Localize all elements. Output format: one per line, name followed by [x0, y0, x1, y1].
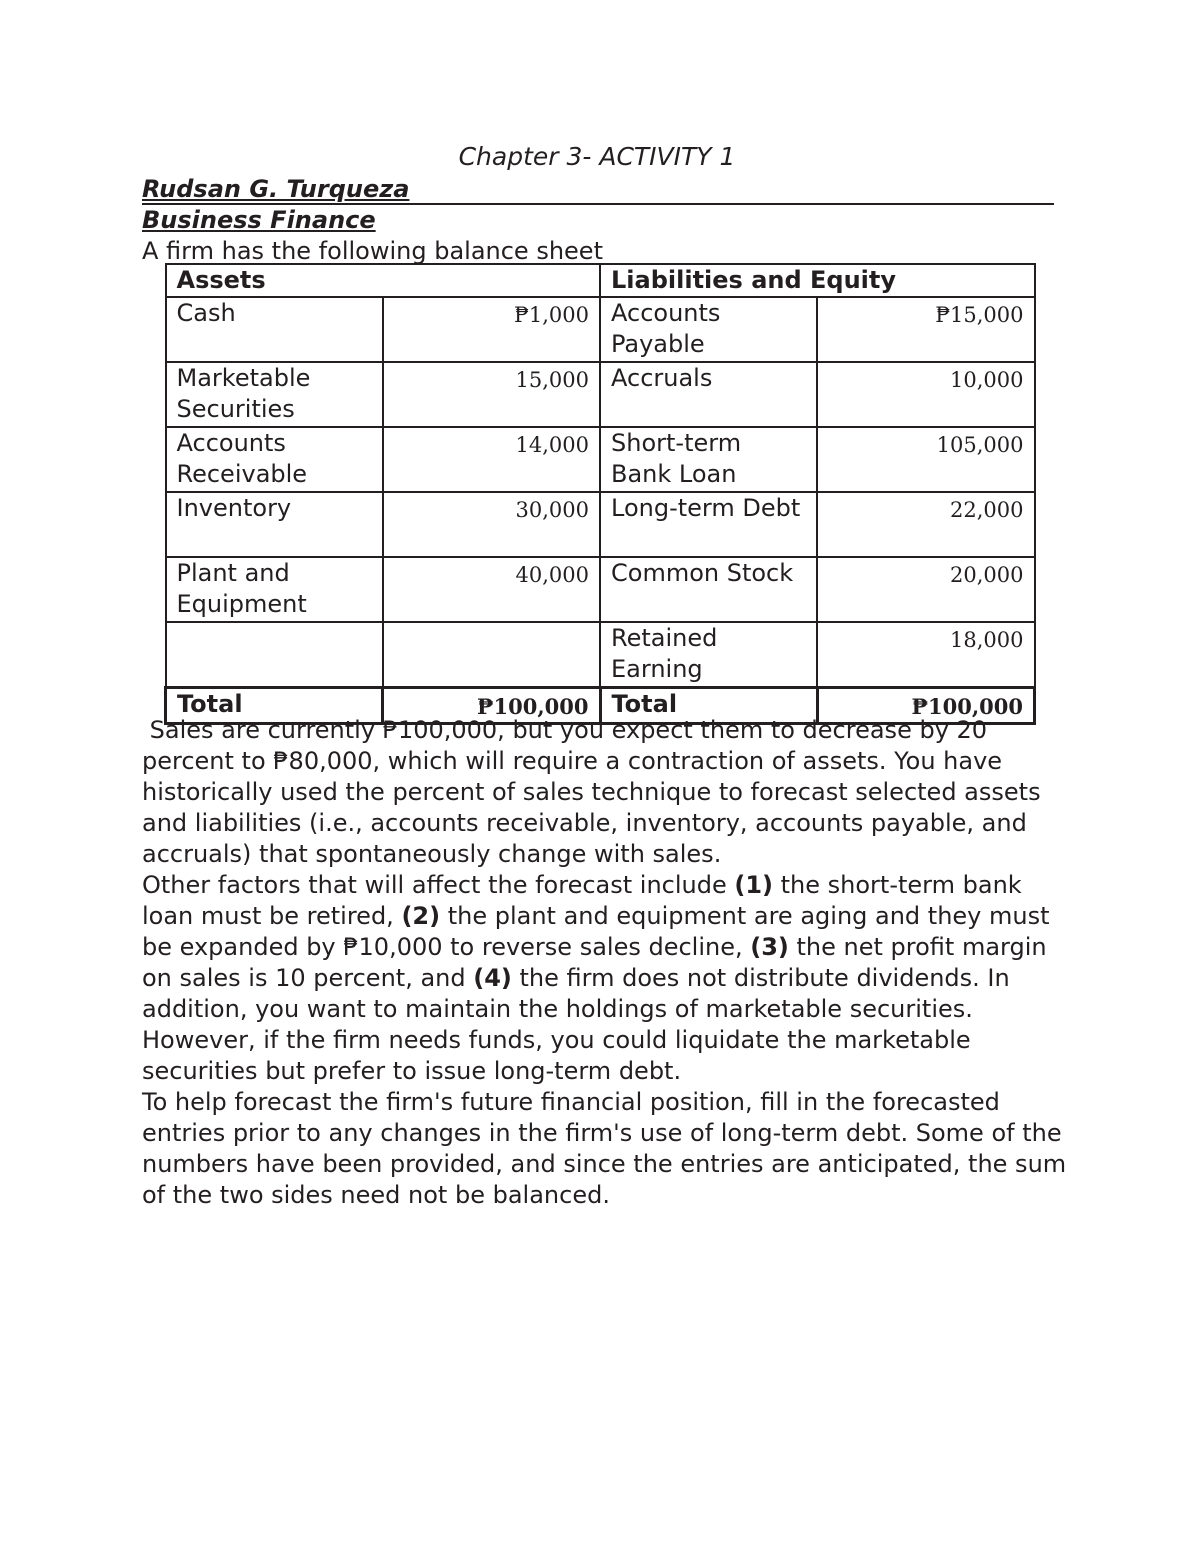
asset-value: ₱1,000	[383, 297, 600, 362]
paragraph-instructions: To help forecast the firm's future financial position, fill in the forecasted entries prior to any changes in the firm's use of long-term debt. Some of the numbers have been provided, and since the entries are anticipated, the sum of the two sides need not be balanced.	[142, 1088, 1067, 1209]
paragraph-factors	[142, 870, 1072, 1087]
table-row	[166, 557, 1035, 622]
asset-label: Cash	[166, 297, 383, 362]
asset-label	[166, 622, 383, 688]
liability-value: 10,000	[817, 362, 1034, 427]
asset-value: 40,000	[383, 557, 600, 622]
liability-label: Accounts Payable	[600, 297, 817, 362]
asset-value: 15,000	[383, 362, 600, 427]
liabilities-header: Liabilities and Equity	[600, 264, 1035, 297]
author-name: Rudsan G. Turqueza	[142, 174, 1054, 205]
liability-label: Accruals	[600, 362, 817, 427]
text-segment: the net profit margin on sales is 10 percent, and	[142, 933, 1047, 992]
asset-label: Marketable Securities	[166, 362, 383, 427]
asset-label: Accounts Receivable	[166, 427, 383, 492]
asset-value: 14,000	[383, 427, 600, 492]
text-segment: the short-term bank loan must be retired,	[142, 871, 1022, 930]
liability-label: Common Stock	[600, 557, 817, 622]
table-row	[166, 492, 1035, 557]
liability-value: 18,000	[817, 622, 1034, 688]
factor-number: (4)	[473, 964, 512, 992]
liability-value: 20,000	[817, 557, 1034, 622]
liability-total-value: ₱100,000	[817, 688, 1034, 724]
text-segment: Other factors that will affect the forecast include	[142, 871, 735, 899]
liability-label: Long-term Debt	[600, 492, 817, 557]
asset-total-value: ₱100,000	[383, 688, 600, 724]
liability-value: ₱15,000	[817, 297, 1034, 362]
table-row	[166, 297, 1035, 362]
factor-number: (2)	[401, 902, 441, 930]
table-row	[166, 427, 1035, 492]
liability-total-label: Total	[600, 688, 817, 724]
liability-value: 22,000	[817, 492, 1034, 557]
balance-sheet-table	[164, 263, 1036, 725]
table-row	[166, 362, 1035, 427]
liability-value: 105,000	[817, 427, 1034, 492]
text-segment: the plant and equipment are aging and they must be expanded by ₱10,000 to reverse sales decline,	[142, 902, 1050, 961]
paragraph-sales: Sales are currently ₱100,000, but you expect them to decrease by 20 percent to ₱80,000, which will require a contraction of assets. You have historically used the percent of sales technique to forecast selected assets and liabilities (i.e., accounts receivable, inventory, accounts payable, and accruals) that spontaneously change with sales.	[142, 716, 1049, 868]
factor-number: (1)	[734, 871, 774, 899]
subject-title: Business Finance	[142, 206, 376, 234]
document-title: Chapter 3- ACTIVITY 1	[458, 142, 736, 171]
asset-value	[383, 622, 600, 688]
table-header-row	[166, 264, 1035, 297]
asset-label: Inventory	[166, 492, 383, 557]
intro-text: A firm has the following balance sheet	[142, 237, 603, 265]
liability-label: Short-term Bank Loan	[600, 427, 817, 492]
liability-label: Retained Earning	[600, 622, 817, 688]
assets-header: Assets	[166, 264, 601, 297]
asset-label: Plant and Equipment	[166, 557, 383, 622]
asset-total-label: Total	[166, 688, 383, 724]
text-segment: the firm does not distribute dividends. In addition, you want to maintain the holdings of marketable securities. However, if the firm needs funds, you could liquidate the marketable securities but prefer to issue long-term debt.	[142, 964, 1010, 1085]
document-page	[142, 140, 1067, 1209]
asset-value: 30,000	[383, 492, 600, 557]
body-text	[142, 715, 1072, 1211]
factor-number: (3)	[750, 933, 789, 961]
table-row	[166, 622, 1035, 688]
